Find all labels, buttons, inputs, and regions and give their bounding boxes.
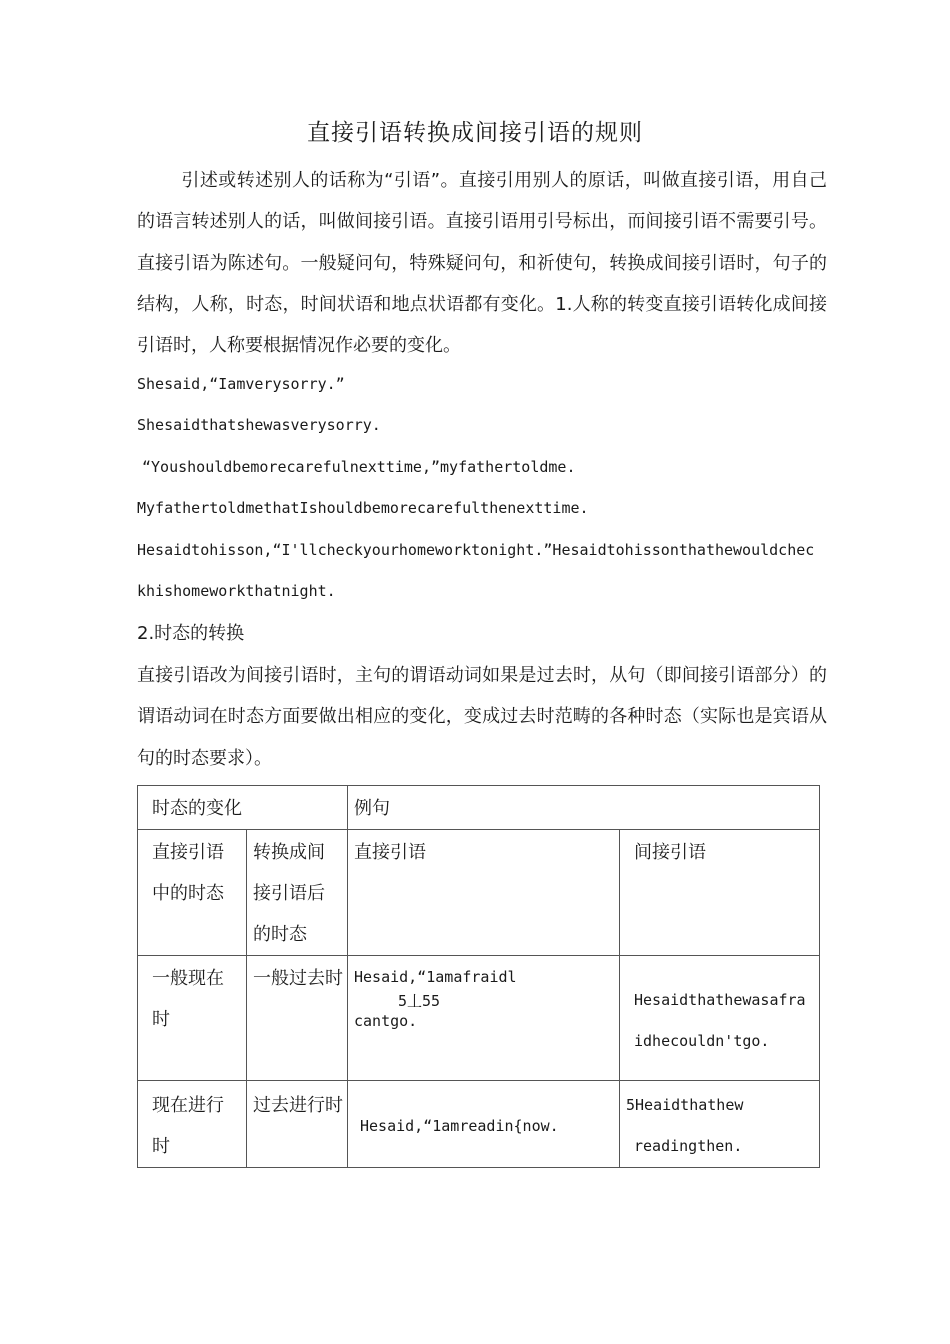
example-line: “Youshouldbemorecarefulnexttime,”myfathertoldme.	[142, 458, 576, 476]
direct-example: Hesaid,“1amafraidl	[354, 968, 517, 986]
direct-example-end: cantgo.	[354, 1012, 418, 1030]
indirect-tense: 过去进行时	[253, 1095, 343, 1116]
header-tense-change: 时态的变化	[152, 798, 242, 819]
table-header-row	[138, 786, 820, 830]
direct-tense: 现在进行时	[152, 1095, 224, 1157]
intro-text: 引述或转述别人的话称为“引语”。直接引用别人的原话，叫做直接引语，用自己的语言转述别人的话，叫做间接引语。直接引语用引号标出，而间接引语不需要引号。直接引语为陈述句。一般疑问句，特殊疑问句，和祈使句，转换成间接引语时，句子的结构，人称，时态，时间状语和地点状语都有变化。1.人称的转变直接引语转化成间接引语时，人称要根据情况作必要的变化。	[137, 170, 827, 357]
example-line: MyfathertoldmethatIshouldbemorecarefulthenexttime.	[137, 499, 589, 517]
section-heading: 2.时态的转换	[137, 623, 245, 644]
section-paragraph: 直接引语改为间接引语时，主句的谓语动词如果是过去时，从句（即间接引语部分）的谓语动词在时态方面要做出相应的变化，变成过去时范畴的各种时态（实际也是宾语从句的时态要求）。	[137, 665, 827, 769]
col-indirect-tense: 转换成间接引语后的时态	[253, 842, 325, 945]
table-row	[138, 956, 820, 1081]
col-direct: 直接引语	[354, 842, 426, 863]
direct-tense: 一般现在时	[152, 968, 224, 1030]
document-title: 直接引语转换成间接引语的规则	[307, 120, 643, 146]
example-line: Hesaidtohisson,“I'llcheckyourhomeworktonight.”Hesaidtohissonthathewouldcheckhishomeworkthatnight.	[137, 541, 815, 601]
direct-example: Hesaid,“1amreadin{now.	[360, 1117, 559, 1135]
direct-example-fragment: 5丄55	[398, 992, 441, 1010]
indirect-example-end: readingthen.	[634, 1137, 743, 1155]
col-indirect: 间接引语	[634, 842, 706, 863]
example-line: Shesaidthatshewasverysorry.	[137, 416, 381, 434]
table-row	[138, 1081, 820, 1168]
example-line: Shesaid,“Iamverysorry.”	[137, 375, 345, 393]
col-direct-tense: 直接引语中的时态	[152, 842, 224, 904]
table-subheader-row	[138, 830, 820, 956]
intro-paragraph	[137, 160, 827, 366]
tense-table	[137, 785, 820, 1168]
indirect-example: Hesaidthathewasafraidhecouldn'tgo.	[634, 991, 806, 1050]
header-examples: 例句	[354, 798, 390, 819]
indirect-tense: 一般过去时	[253, 968, 343, 989]
indirect-example: 5Heaidthathew	[626, 1096, 744, 1114]
